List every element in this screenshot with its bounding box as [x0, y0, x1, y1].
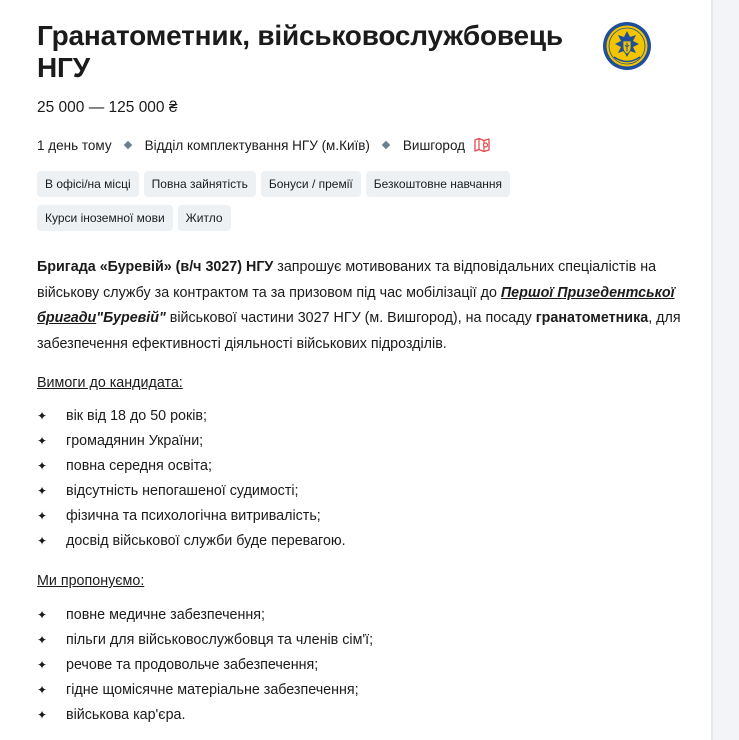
list-item — [37, 481, 346, 506]
job-tags — [37, 171, 557, 239]
list-item — [37, 531, 346, 556]
job-city: Вишгород — [402, 137, 466, 153]
list-item-text: громадянин України; — [66, 433, 204, 449]
brigade-nickname: "Буревій" — [96, 310, 166, 326]
list-item-text: повна середня освіта; — [66, 458, 212, 474]
offers-list — [37, 605, 373, 730]
position-name: гранатометника — [535, 310, 649, 326]
tag-bonuses: Бонуси / премії — [261, 171, 361, 197]
salary-range: 25 000 — 125 000 ₴ — [37, 99, 178, 116]
diamond-icon — [123, 141, 131, 149]
list-item-text: відсутність непогашеної судимості; — [66, 483, 299, 499]
bullet-icon: ✦ — [37, 608, 48, 622]
job-description — [37, 255, 687, 357]
offers-heading: Ми пропонуємо: — [37, 573, 145, 589]
list-item-text: повне медичне забезпечення; — [66, 607, 266, 623]
bullet-icon: ✦ — [37, 434, 48, 448]
list-item — [37, 705, 373, 730]
list-item — [37, 655, 373, 680]
list-item — [37, 506, 346, 531]
card-border — [711, 0, 713, 740]
list-item-text: пільги для військовослужбовця та членів сім'ї; — [66, 632, 374, 648]
bullet-icon: ✦ — [37, 409, 48, 423]
tag-language-courses: Курси іноземної мови — [37, 205, 173, 231]
bullet-icon: ✦ — [37, 534, 48, 548]
list-item-text: гідне щомісячне матеріальне забезпечення; — [66, 682, 359, 698]
bullet-icon: ✦ — [37, 459, 48, 473]
tag-housing: Житло — [178, 205, 231, 231]
description-text: запрошує мотивованих та відповідальних спеціалістів на військову службу за контрактом та за призовом під час мобілізації до — [37, 259, 657, 301]
bullet-icon: ✦ — [37, 484, 48, 498]
list-item — [37, 605, 373, 630]
description-text: , для забезпечення ефективності діяльності військових підрозділів. — [37, 310, 681, 352]
list-item-text: військова кар'єра. — [66, 707, 186, 723]
list-item-text: вік від 18 до 50 років; — [66, 408, 208, 424]
diamond-icon — [382, 141, 390, 149]
list-item-text: досвід військової служби буде перевагою. — [66, 533, 346, 549]
map-icon[interactable] — [473, 136, 491, 154]
tag-full-time: Повна зайнятість — [144, 171, 256, 197]
job-meta-row — [37, 135, 491, 155]
bullet-icon: ✦ — [37, 509, 48, 523]
tag-free-training: Безкоштовне навчання — [366, 171, 510, 197]
description-text: військової частини 3027 НГУ (м. Вишгород), на посаду — [165, 310, 536, 326]
requirements-heading: Вимоги до кандидата: — [37, 375, 183, 391]
job-title: Гранатометник, військовослужбовець НГУ — [37, 20, 563, 83]
list-item — [37, 406, 346, 431]
list-item — [37, 456, 346, 481]
ngu-emblem-icon[interactable] — [602, 21, 652, 71]
list-item — [37, 680, 373, 705]
list-item — [37, 630, 373, 655]
posted-time: 1 день тому — [37, 137, 112, 153]
bullet-icon: ✦ — [37, 708, 48, 722]
requirements-list — [37, 406, 346, 556]
brigade-link[interactable]: Першої Призедентської бригади — [37, 284, 675, 326]
list-item-text: речове та продовольче забезпечення; — [66, 657, 319, 673]
bullet-icon: ✦ — [37, 683, 48, 697]
employer-link[interactable]: Відділ комплектування НГУ (м.Київ) — [144, 137, 370, 153]
bullet-icon: ✦ — [37, 658, 48, 672]
list-item — [37, 431, 346, 456]
tag-office: В офісі/на місці — [37, 171, 139, 197]
bullet-icon: ✦ — [37, 633, 48, 647]
brigade-name: Бригада «Буревій» (в/ч 3027) НГУ — [37, 259, 274, 275]
list-item-text: фізична та психологічна витривалість; — [66, 508, 321, 524]
